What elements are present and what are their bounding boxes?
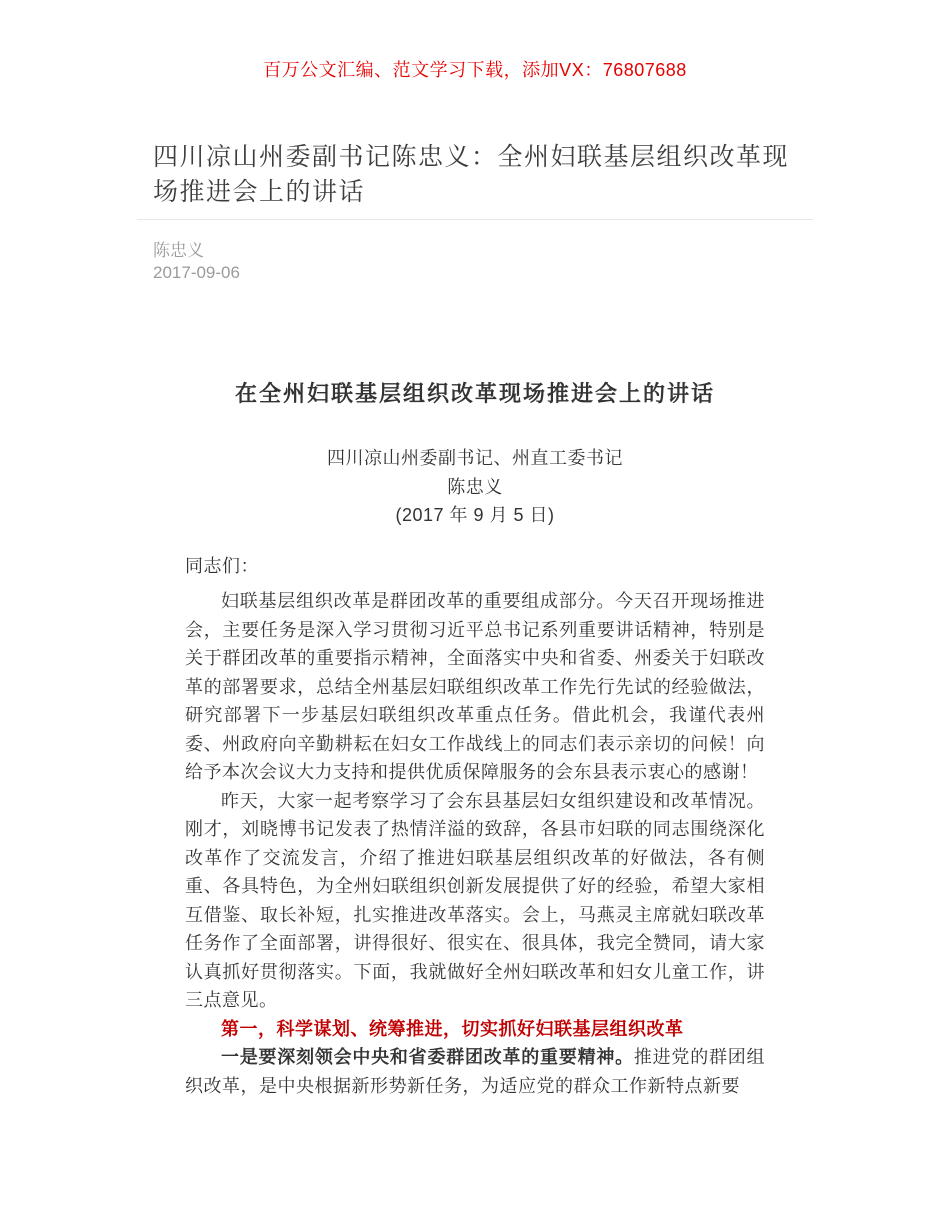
salutation: 同志们： [185, 555, 259, 576]
paragraph-2: 昨天，大家一起考察学习了会东县基层妇女组织建设和改革情况。刚才，刘晓博书记发表了热情洋溢的致辞，各县市妇联的同志围绕深化改革作了交流发言，介绍了推进妇联基层组织改革的好做法，各有侧重、各具特色，为全州妇联组织创新发展提供了好的经验，希望大家相互借鉴、取长补短，扎实推进改革落实。会上，马燕灵主席就妇联改革任务作了全面部署，讲得很好、很实在、很具体，我完全赞同，请大家认真抓好贯彻落实。下面，我就做好全州妇联改革和妇女儿童工作，讲三点意见。 [185, 790, 765, 1010]
section-heading: 第一，科学谋划、统筹推进，切实抓好妇联基层组织改革 [221, 1018, 684, 1039]
author-name: 陈忠义 [153, 241, 204, 260]
speech-title: 在全州妇联基层组织改革现场推进会上的讲话 [234, 381, 715, 406]
paragraph-3-rest: 推进党的群团组织改革，是中央根据新形势新任务，为适应党的群众工作新特点新要 [185, 1047, 765, 1096]
paragraph-3 [185, 1043, 765, 1100]
page-title: 四川凉山州委副书记陈忠义：全州妇联基层组织改革现场推进会上的讲话 [153, 143, 790, 206]
speech-byline-date: (2017 年 9 月 5 日) [395, 505, 555, 525]
article-header [137, 140, 813, 284]
speech-byline-name: 陈忠义 [447, 476, 503, 497]
speech-byline-role: 四川凉山州委副书记、州直工委书记 [327, 448, 623, 468]
article-meta [137, 220, 813, 284]
publish-date: 2017-09-06 [153, 263, 240, 282]
document-body [185, 378, 765, 1100]
paragraph-3-lead: 一是要深刻领会中央和省委群团改革的重要精神。 [221, 1047, 634, 1067]
paragraph-1: 妇联基层组织改革是群团改革的重要组成部分。今天召开现场推进会，主要任务是深入学习贯彻习近平总书记系列重要讲话精神，特别是关于群团改革的重要指示精神，全面落实中央和省委、州委关于妇联改革的部署要求，总结全州基层妇联组织改革工作先行先试的经验做法，研究部署下一步基层妇联组织改革重点任务。借此机会，我谨代表州委、州政府向辛勤耕耘在妇女工作战线上的同志们表示亲切的问候！向给予本次会议大力支持和提供优质保障服务的会东县表示衷心的感谢！ [185, 591, 765, 782]
promo-banner: 百万公文汇编、范文学习下载，添加VX：76807688 [263, 60, 687, 80]
